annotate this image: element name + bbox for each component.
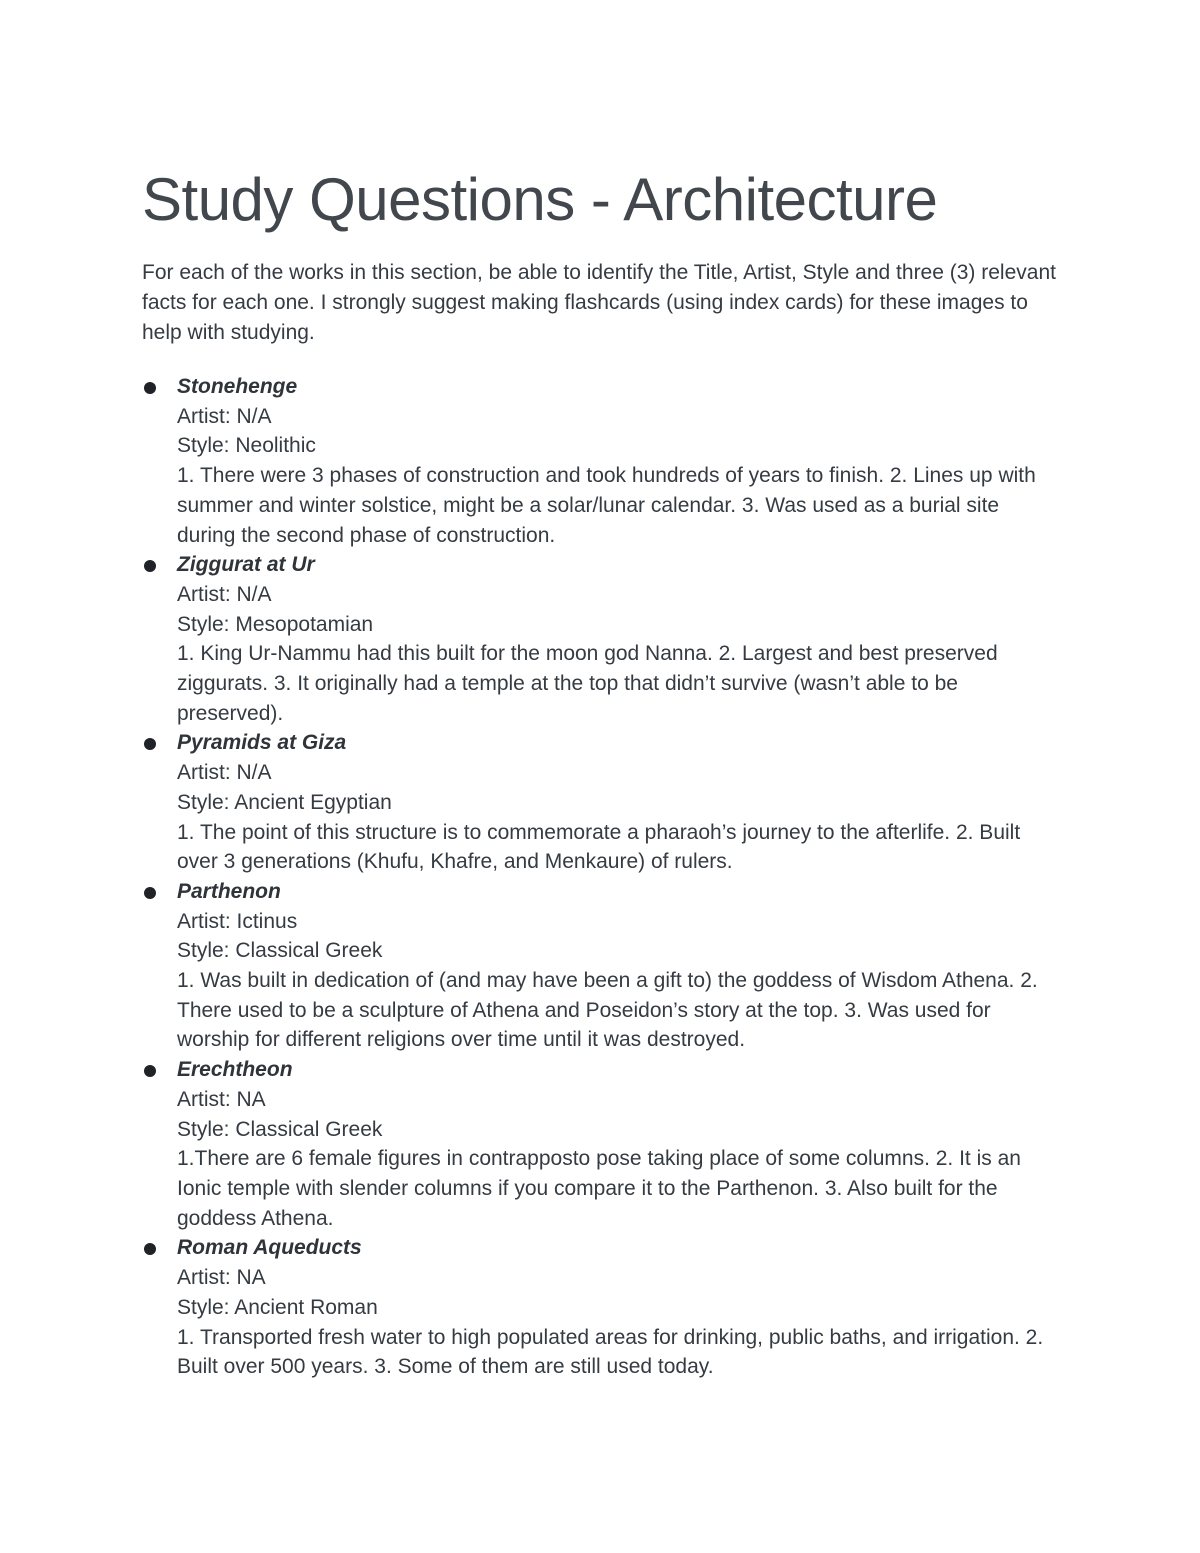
work-title: Pyramids at Giza: [177, 731, 347, 755]
work-artist: Artist: N/A: [177, 404, 272, 428]
work-facts: 1. The point of this structure is to commemorate a pharaoh’s journey to the afterlife. 2. Built over 3 generations (Khufu, Khafre, and Menkaure) of rulers.: [177, 820, 1021, 874]
work-artist: Artist: Ictinus: [177, 909, 298, 933]
list-item-erechtheon: [142, 1055, 1062, 1233]
work-artist: Artist: NA: [177, 1087, 266, 1111]
work-title: Roman Aqueducts: [177, 1236, 362, 1260]
work-style: Style: Classical Greek: [177, 1117, 383, 1141]
bullet-icon: [144, 382, 156, 394]
works-list: [142, 372, 1062, 1382]
list-item-ziggurat-at-ur: [142, 550, 1062, 728]
bullet-icon: [144, 887, 156, 899]
page-title: Study Questions - Architecture: [142, 166, 938, 233]
work-artist: Artist: N/A: [177, 761, 272, 785]
work-style: Style: Ancient Roman: [177, 1295, 378, 1319]
bullet-icon: [144, 1243, 156, 1255]
bullet-icon: [144, 738, 156, 750]
work-artist: Artist: NA: [177, 1266, 266, 1290]
work-facts: 1. Was built in dedication of (and may have been a gift to) the goddess of Wisdom Athena. 2. There used to be a sculpture of Athena and Poseidon’s story at the top. 3. Was used for worship for different religions over time until it was destroyed.: [177, 969, 1038, 1052]
work-title: Erechtheon: [177, 1058, 293, 1082]
list-item-pyramids-at-giza: [142, 728, 1062, 877]
work-facts: 1.There are 6 female figures in contrapposto pose taking place of some columns. 2. It is an Ionic temple with slender columns if you compare it to the Parthenon. 3. Also built for the goddess Athena.: [177, 1147, 1021, 1230]
work-artist: Artist: N/A: [177, 582, 272, 606]
list-item-stonehenge: [142, 372, 1062, 550]
work-title: Stonehenge: [177, 375, 298, 398]
bullet-icon: [144, 560, 156, 572]
work-facts: 1. There were 3 phases of construction and took hundreds of years to finish. 2. Lines up with summer and winter solstice, might be a solar/lunar calendar. 3. Was used as a burial site during the second phase of construction.: [177, 464, 1036, 547]
work-facts: 1. Transported fresh water to high populated areas for drinking, public baths, and irrigation. 2. Built over 500 years. 3. Some of them are still used today.: [177, 1325, 1044, 1379]
work-title: Ziggurat at Ur: [177, 553, 315, 577]
intro-paragraph: For each of the works in this section, be able to identify the Title, Artist, Style and three (3) relevant facts for each one. I strongly suggest making flashcards (using index cards) for these images to help with studying.: [142, 261, 1056, 344]
work-style: Style: Neolithic: [177, 434, 316, 458]
work-style: Style: Classical Greek: [177, 939, 383, 963]
work-facts: 1. King Ur-Nammu had this built for the moon god Nanna. 2. Largest and best preserved ziggurats. 3. It originally had a temple at the top that didn’t survive (wasn’t able to be preserved).: [177, 642, 998, 725]
list-item-parthenon: [142, 877, 1062, 1055]
bullet-icon: [144, 1065, 156, 1077]
document-page: [142, 164, 1062, 1382]
work-style: Style: Ancient Egyptian: [177, 790, 392, 814]
work-title: Parthenon: [177, 879, 281, 903]
list-item-roman-aqueducts: [142, 1233, 1062, 1382]
work-style: Style: Mesopotamian: [177, 612, 374, 636]
